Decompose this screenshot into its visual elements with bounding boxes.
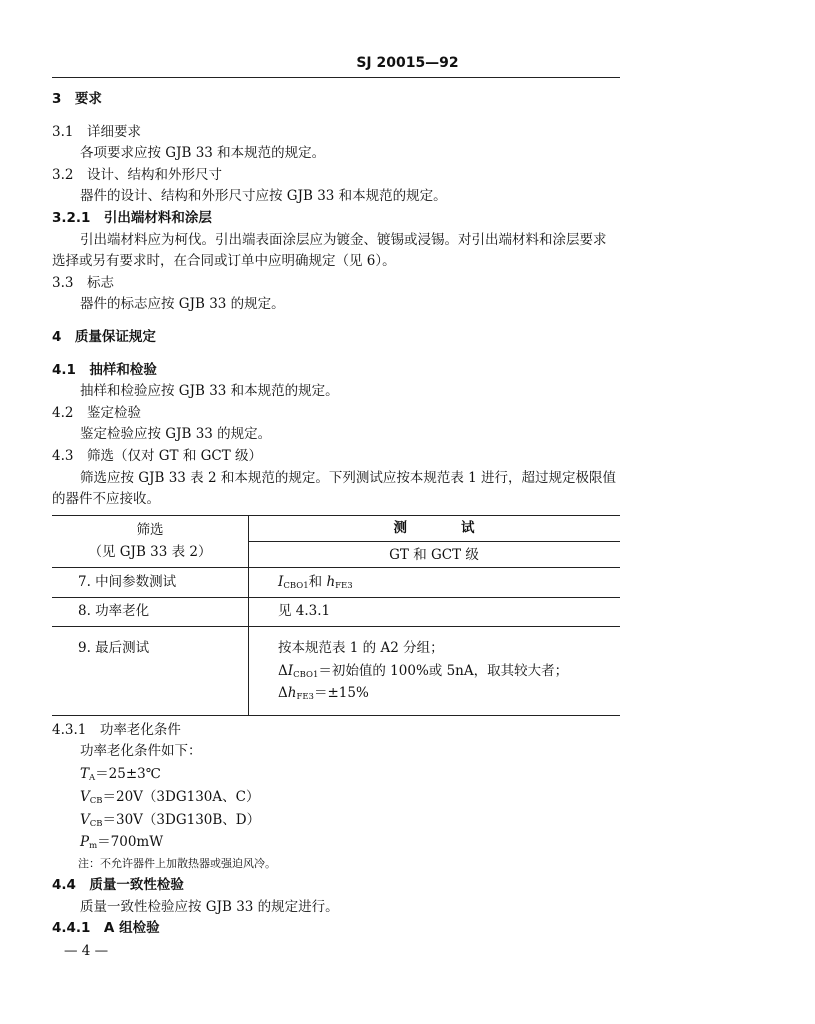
- table-bottom-rule: [52, 715, 620, 716]
- section-3-2-body: 器件的设计、结构和外形尺寸应按 GJB 33 和本规范的规定。: [80, 188, 447, 204]
- section-4-3-body-line-2: 的器件不应接收。: [52, 491, 160, 507]
- table-row-8-screen: 8. 功率老化: [78, 603, 150, 619]
- table-row-9-line-2: $\Delta I_{CBO1}=$初始值的 100%或 5nA，取其较大者；: [278, 663, 569, 680]
- table-col1-header-line-2: （见 GJB 33 表 2）: [88, 544, 212, 560]
- table-row-9-line-3: $\Delta h_{FE3}=\pm 15\%$: [278, 685, 369, 702]
- section-3-2-1-heading: 3.2.1 引出端材料和涂层: [52, 210, 212, 226]
- table-row-rule-2: [52, 626, 620, 627]
- section-4-2-heading: 4.2 鉴定检验: [52, 405, 141, 421]
- page-number: — 4 —: [64, 943, 109, 959]
- section-4-1-body: 抽样和检验应按 GJB 33 和本规范的规定。: [80, 383, 339, 399]
- section-4-4-body: 质量一致性检验应按 GJB 33 的规定进行。: [80, 899, 339, 915]
- table-col2-header: 测 试: [393, 520, 475, 536]
- section-3-1-body: 各项要求应按 GJB 33 和本规范的规定。: [80, 145, 326, 161]
- burnin-ambient-temperature: $T_A=25\pm 3℃$: [80, 766, 161, 783]
- section-4-1-heading: 4.1 抽样和检验: [52, 362, 157, 378]
- section-3-2-1-body-line-1: 引出端材料应为柯伐。引出端表面涂层应为镀金、镀锡或浸锡。对引出端材料和涂层要求: [80, 232, 607, 248]
- table-row-7-test: $I_{CBO1}$和 $h_{FE3}$: [278, 574, 353, 591]
- burnin-note: 注：不允许器件上加散热器或强迫风冷。: [78, 857, 276, 870]
- table-row-rule-1: [52, 597, 620, 598]
- section-4-title: 4 质量保证规定: [52, 329, 156, 345]
- header-rule: [52, 77, 620, 78]
- burnin-vcb-a-c: $V_{CB}=20V(3DG130A$、C）: [80, 789, 260, 806]
- section-4-4-heading: 4.4 质量一致性检验: [52, 877, 184, 893]
- table-column-divider: [248, 515, 249, 715]
- table-top-rule: [52, 515, 620, 516]
- section-4-3-body-line-1: 筛选应按 GJB 33 表 2 和本规范的规定。下列测试应按本规范表 1 进行，超过规定极限值: [80, 470, 617, 486]
- burnin-intro: 功率老化条件如下：: [80, 743, 202, 759]
- table-row-8-test: 见 4.3.1: [278, 603, 331, 619]
- burnin-vcb-b-d: $V_{CB}=30V(3DG130B$、D）: [80, 812, 261, 829]
- section-3-2-heading: 3.2 设计、结构和外形尺寸: [52, 167, 222, 183]
- section-3-title: 3 要求: [52, 91, 102, 107]
- section-3-2-1-body-line-2: 选择或另有要求时，在合同或订单中应明确规定（见 6）。: [52, 253, 396, 269]
- table-row-7-screen: 7. 中间参数测试: [78, 574, 177, 590]
- section-3-3-body: 器件的标志应按 GJB 33 的规定。: [80, 296, 285, 312]
- table-subheader-rule: [248, 541, 620, 542]
- section-4-3-1-heading: 4.3.1 功率老化条件: [52, 722, 181, 738]
- table-col2-subheader: GT 和 GCT 级: [389, 547, 479, 563]
- document-number-header: SJ 20015—92: [356, 55, 459, 71]
- table-row-9-line-1: 按本规范表 1 的 A2 分组；: [278, 640, 444, 656]
- section-4-2-body: 鉴定检验应按 GJB 33 的规定。: [80, 426, 272, 442]
- table-header-bottom-rule: [52, 567, 620, 568]
- section-4-3-heading: 4.3 筛选（仅对 GT 和 GCT 级）: [52, 448, 263, 464]
- table-col1-header-line-1: 筛选: [136, 522, 164, 538]
- section-4-4-1-heading: 4.4.1 A 组检验: [52, 920, 160, 936]
- table-row-9-screen: 9. 最后测试: [78, 640, 150, 656]
- burnin-power: $P_m=700mW$: [80, 834, 164, 851]
- section-3-1-heading: 3.1 详细要求: [52, 124, 141, 140]
- section-3-3-heading: 3.3 标志: [52, 275, 114, 291]
